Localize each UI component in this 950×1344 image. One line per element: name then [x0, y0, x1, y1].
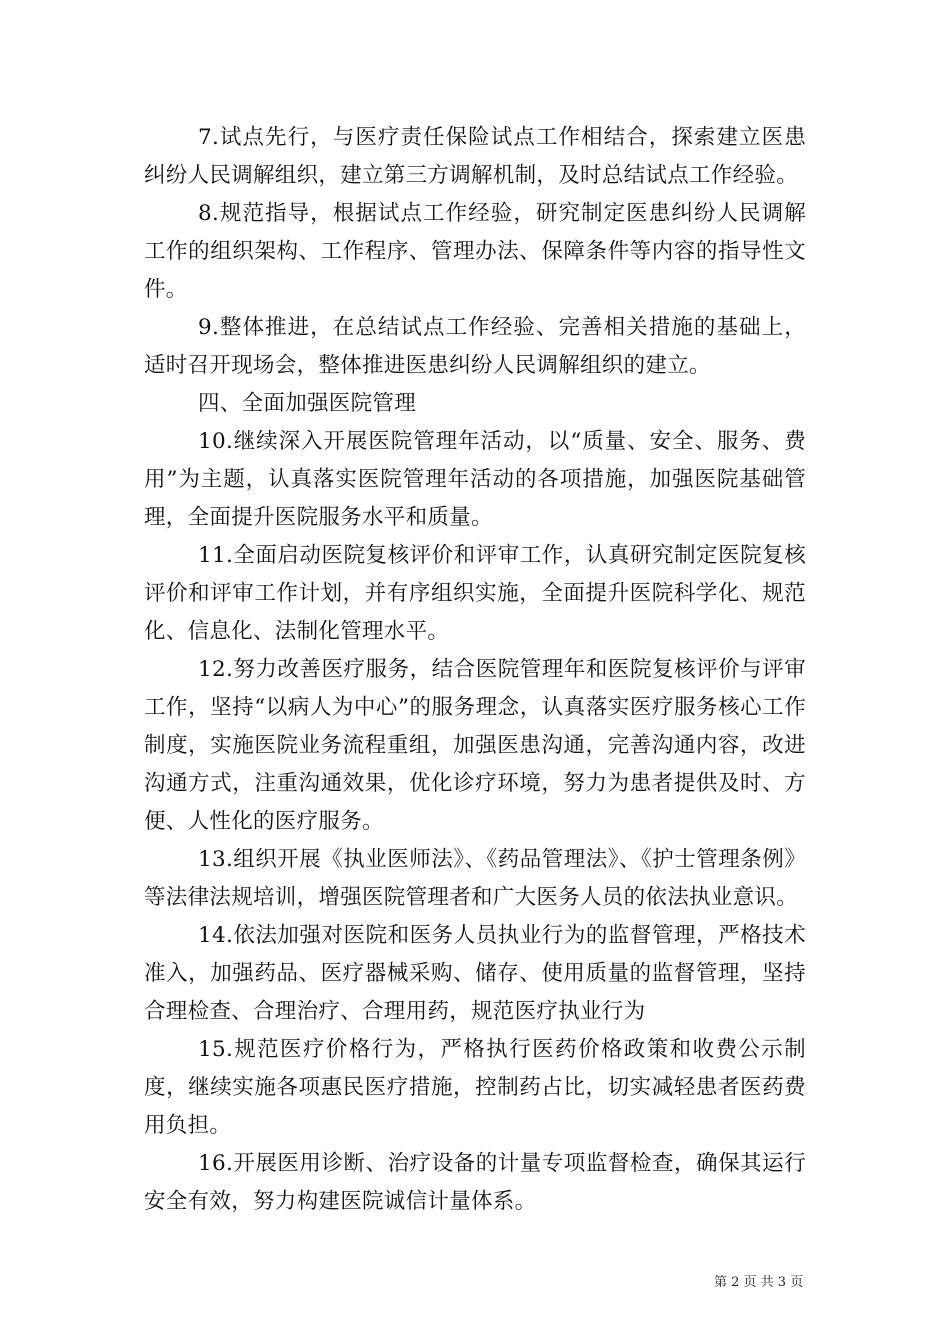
document-body	[144, 119, 806, 1221]
section-heading: 四、全面加强医院管理	[198, 391, 417, 416]
paragraph-item-16: 16.开展医用诊断、治疗设备的计量专项监督检查，确保其运行安全有效，努力构建医院诚信计量体系。	[144, 1151, 806, 1214]
paragraph-item-12: 12.努力改善医疗服务，结合医院管理年和医院复核评价与评审工作，坚持“以病人为中心”的服务理念，认真落实医疗服务核心工作制度，实施医院业务流程重组，加强医患沟通，完善沟通内容，改进沟通方式，注重沟通效果，优化诊疗环境，努力为患者提供及时、方便、人性化的医疗服务。	[144, 657, 806, 834]
paragraph-item-13: 13.组织开展《执业医师法》、《药品管理法》、《护士管理条例》等法律法规培训，增强医院管理者和广大医务人员的依法执业意识。	[144, 847, 806, 910]
paragraph-item-8: 8.规范指导，根据试点工作经验，研究制定医患纠纷人民调解工作的组织架构、工作程序、管理办法、保障条件等内容的指导性文件。	[144, 201, 806, 302]
page-number: 第 2 页 共 3 页	[714, 1275, 804, 1290]
paragraph-item-14: 14.依法加强对医院和医务人员执业行为的监督管理，严格技术准入，加强药品、医疗器械采购、储存、使用质量的监督管理，坚持合理检查、合理治疗、合理用药，规范医疗执业行为	[144, 923, 806, 1024]
paragraph-item-11: 11.全面启动医院复核评价和评审工作，认真研究制定医院复核评价和评审工作计划，并有序组织实施，全面提升医院科学化、规范化、信息化、法制化管理水平。	[144, 543, 806, 644]
paragraph-item-7: 7.试点先行，与医疗责任保险试点工作相结合，探索建立医患纠纷人民调解组织，建立第三方调解机制，及时总结试点工作经验。	[144, 125, 806, 188]
paragraph-item-15: 15.规范医疗价格行为，严格执行医药价格政策和收费公示制度，继续实施各项惠民医疗措施，控制药占比，切实减轻患者医药费用负担。	[144, 1037, 806, 1138]
paragraph-item-10: 10.继续深入开展医院管理年活动，以“质量、安全、服务、费用”为主题，认真落实医院管理年活动的各项措施，加强医院基础管理，全面提升医院服务水平和质量。	[144, 429, 806, 530]
paragraph-item-9: 9.整体推进，在总结试点工作经验、完善相关措施的基础上，适时召开现场会，整体推进医患纠纷人民调解组织的建立。	[144, 315, 806, 378]
